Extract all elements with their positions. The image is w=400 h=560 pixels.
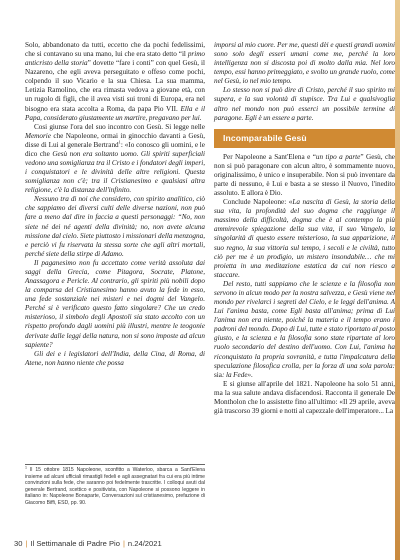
- paragraph: Nessuno tra di noi che considero, con spirito analitico, ciò che sappiamo dei diversi culti delle diverse nazioni, non può fare a meno dal dire in faccia a questi personaggi: “No, non siete né dei né agenti della divinità; no, non avete alcuna missione dal cielo. Siete piuttosto i missionari della menzogna, e perciò vi fu riservata la stessa sorte che agli altri mortali, perché siete della stirpe di Adamo.: [25, 195, 205, 258]
- right-column: [214, 41, 395, 416]
- footer-separator: |: [122, 539, 125, 548]
- paragraph: Solo, abbandonato da tutti, eccetto che da pochi fedelissimi, che si contavano su una mano, lui che era stato detto “il primo anticristo della storia” dovette “fare i conti” con quel Gesù, il Nazareno, che egli aveva perseguitato e offeso come pochi, colpendo il suo Vicario e la sua Chiesa. La sua mamma, Letizia Ramolino, che era rimasta vedova a giovane età, con un rugolo di figli, che il avea visti sui troni di Europa, era nel bisogno era stata accolta a Roma, da papa Pio VII. Ella e il Papa, considerato giustamente un martire, pregavano per lui.: [25, 41, 206, 122]
- paragraph: Il paganesimo non fu accettato come verità assoluta dai saggi della Grecia, come Pitagora, Socrate, Platone, Anassagora e Pericle. Al contrario, gli spiriti più nobili dopo la comparsa del Cristianesimo hanno avuto la fede in esso, una fede sostanziale nei misteri e nei dogmi del Vangelo. Perché si è verificato questo fatto singolare? Che un credo misterioso, il simbolo degli Apostoli sia stato accolto con un rispetto profondo dagli uomini più illustri, mentre le teogonie derivate dalle leggi della natura, non si sono imposte ad alcun sapiente?: [25, 258, 205, 349]
- footer-separator: |: [25, 539, 28, 548]
- page-number: 30: [14, 539, 23, 548]
- paragraph: Conclude Napoleone: «La nascita di Gesù, la storia della sua vita, la profondità del suo dogma che raggiunge il massimo della difficoltà, dogma che è al contempo la più ammirevole spiegazione della sua vita, il suo Vangelo, la singolarità di questo essere misterioso, la sua apparizione, il suo regno, la sua vittoria sul tempo, i secoli e le civiltà, tutto ciò per me è un prodigio, un mistero insondabile… che mi proietta in una meditazione estatica da cui non riesco a staccare.: [214, 198, 395, 279]
- footnote: $^1$ Il 15 ottobre 1815 Napoleone, sconfitto a Waterloo, sbarca a Sant'Elena insieme ad alcuni ufficiali rimastigli fedeli e agli assegnatari fra cui era più intime convinzioni sulla fede, che saranno poi fedelmente trascritte. I colloqui avuti dal generale Bertrand, scettico e positivista, con Napoleone si possono leggere in italiano in: Napoleone Bonaparte, Conversazioni sul cristianesimo, prefazione di Giacomo Biffi, ESD, pp. 90.: [25, 465, 205, 506]
- paragraph: Cosi giunse l'ora del suo incontro con Gesù. Si legge nelle Memorie che Napoleone, ormai in ginocchio davanti a Gesù, disse di Lui al generale Bertrand$^1$: «Io conosco gli uomini, e le dico che Gesù non era soltanto uomo. Gli spiriti superficiali vedono una somiglianza tra il Cristo e i fondatori degli imperi, i conquistatori e le divinità delle altre religioni. Questa somiglianza non c'è; tra il Cristianesimo e qualsiasi altra religione, c'è la distanza dell'infinito.: [25, 122, 205, 195]
- footnote-divider: [25, 464, 205, 465]
- page-footer: [14, 539, 162, 548]
- section-heading: Incomparabile Gesù: [214, 129, 395, 148]
- publication-name: Il Settimanale di Padre Pio: [30, 539, 120, 548]
- paragraph: Gli dei e i legislatori dell'India, della Cina, di Roma, di Atene, non hanno niente che possa: [25, 349, 205, 367]
- decorative-edge-bar: [395, 0, 400, 560]
- paragraph: E si giunse all'aprile del 1821. Napoleone ha solo 51 anni, ma la sua salute andava disfacendosi. Racconta il generale De Montholon che lo assistette fino all'ultimo: «Il 29 aprile, aveva già trascorso 39 giorni e notti al capezzale dell'imperatore... La: [214, 379, 395, 415]
- paragraph: imporsi al mio cuore. Per me, questi dèi e questi grandi uomini sono solo degli esseri umani come me, perché la loro intelligenza non si discosta poi di molto dalla mia. Nel loro tempo, essi hanno primeggiato, e svolto un grande ruolo, come nel Gesù, io nel mio tempo.: [214, 41, 395, 86]
- footnote-ref[interactable]: 1: [118, 139, 121, 145]
- paragraph: Lo stesso non si può dire di Cristo, perché il suo spirito mi supera, e la sua volontà di stupisce. Tra Lui e qualsivoglia altro nel mondo non può esserci un possibile termine di paragone. Egli è un essere a parte.: [214, 86, 395, 122]
- left-column: [25, 41, 205, 368]
- issue-number: n.24/2021: [127, 539, 162, 548]
- paragraph: Del resto, tutti sappiamo che le scienze e la filosofia non servono in alcun modo per la nostra salvezza, e Gesù viene nel mondo per rivelarci i segreti del Cielo, e le leggi dell'anima. A Lui l'anima basta, come Egli basta all'anima; prima di Lui l'anima non era niente, poiché la materia e il tempo erano i padroni del mondo. Dopo di Lui, tutte e stato riportato al posto giusto, e la scienza e la filosofia sono state ripartate al loro ruolo secondario del destino dell'uomo. Con Lui, l'anima ha riconquistato la propria sovranità, e tutta l'impalcatura della speculazione filosofica crolla, per la forza di una sola parola: sia: la Fede».: [214, 279, 395, 379]
- paragraph: Per Napoleone a Sant'Elena e “un tipo a parte” Gesù, che non si può paragonare con alcun altro, è sommamente nuovo, originalissimo, è unico e insuperabile. Non si può inventare da parte di nessuno, è Lui e basta a se stesso il Nuovo, l'inedito assoluto. E allora è Dio.: [214, 152, 395, 198]
